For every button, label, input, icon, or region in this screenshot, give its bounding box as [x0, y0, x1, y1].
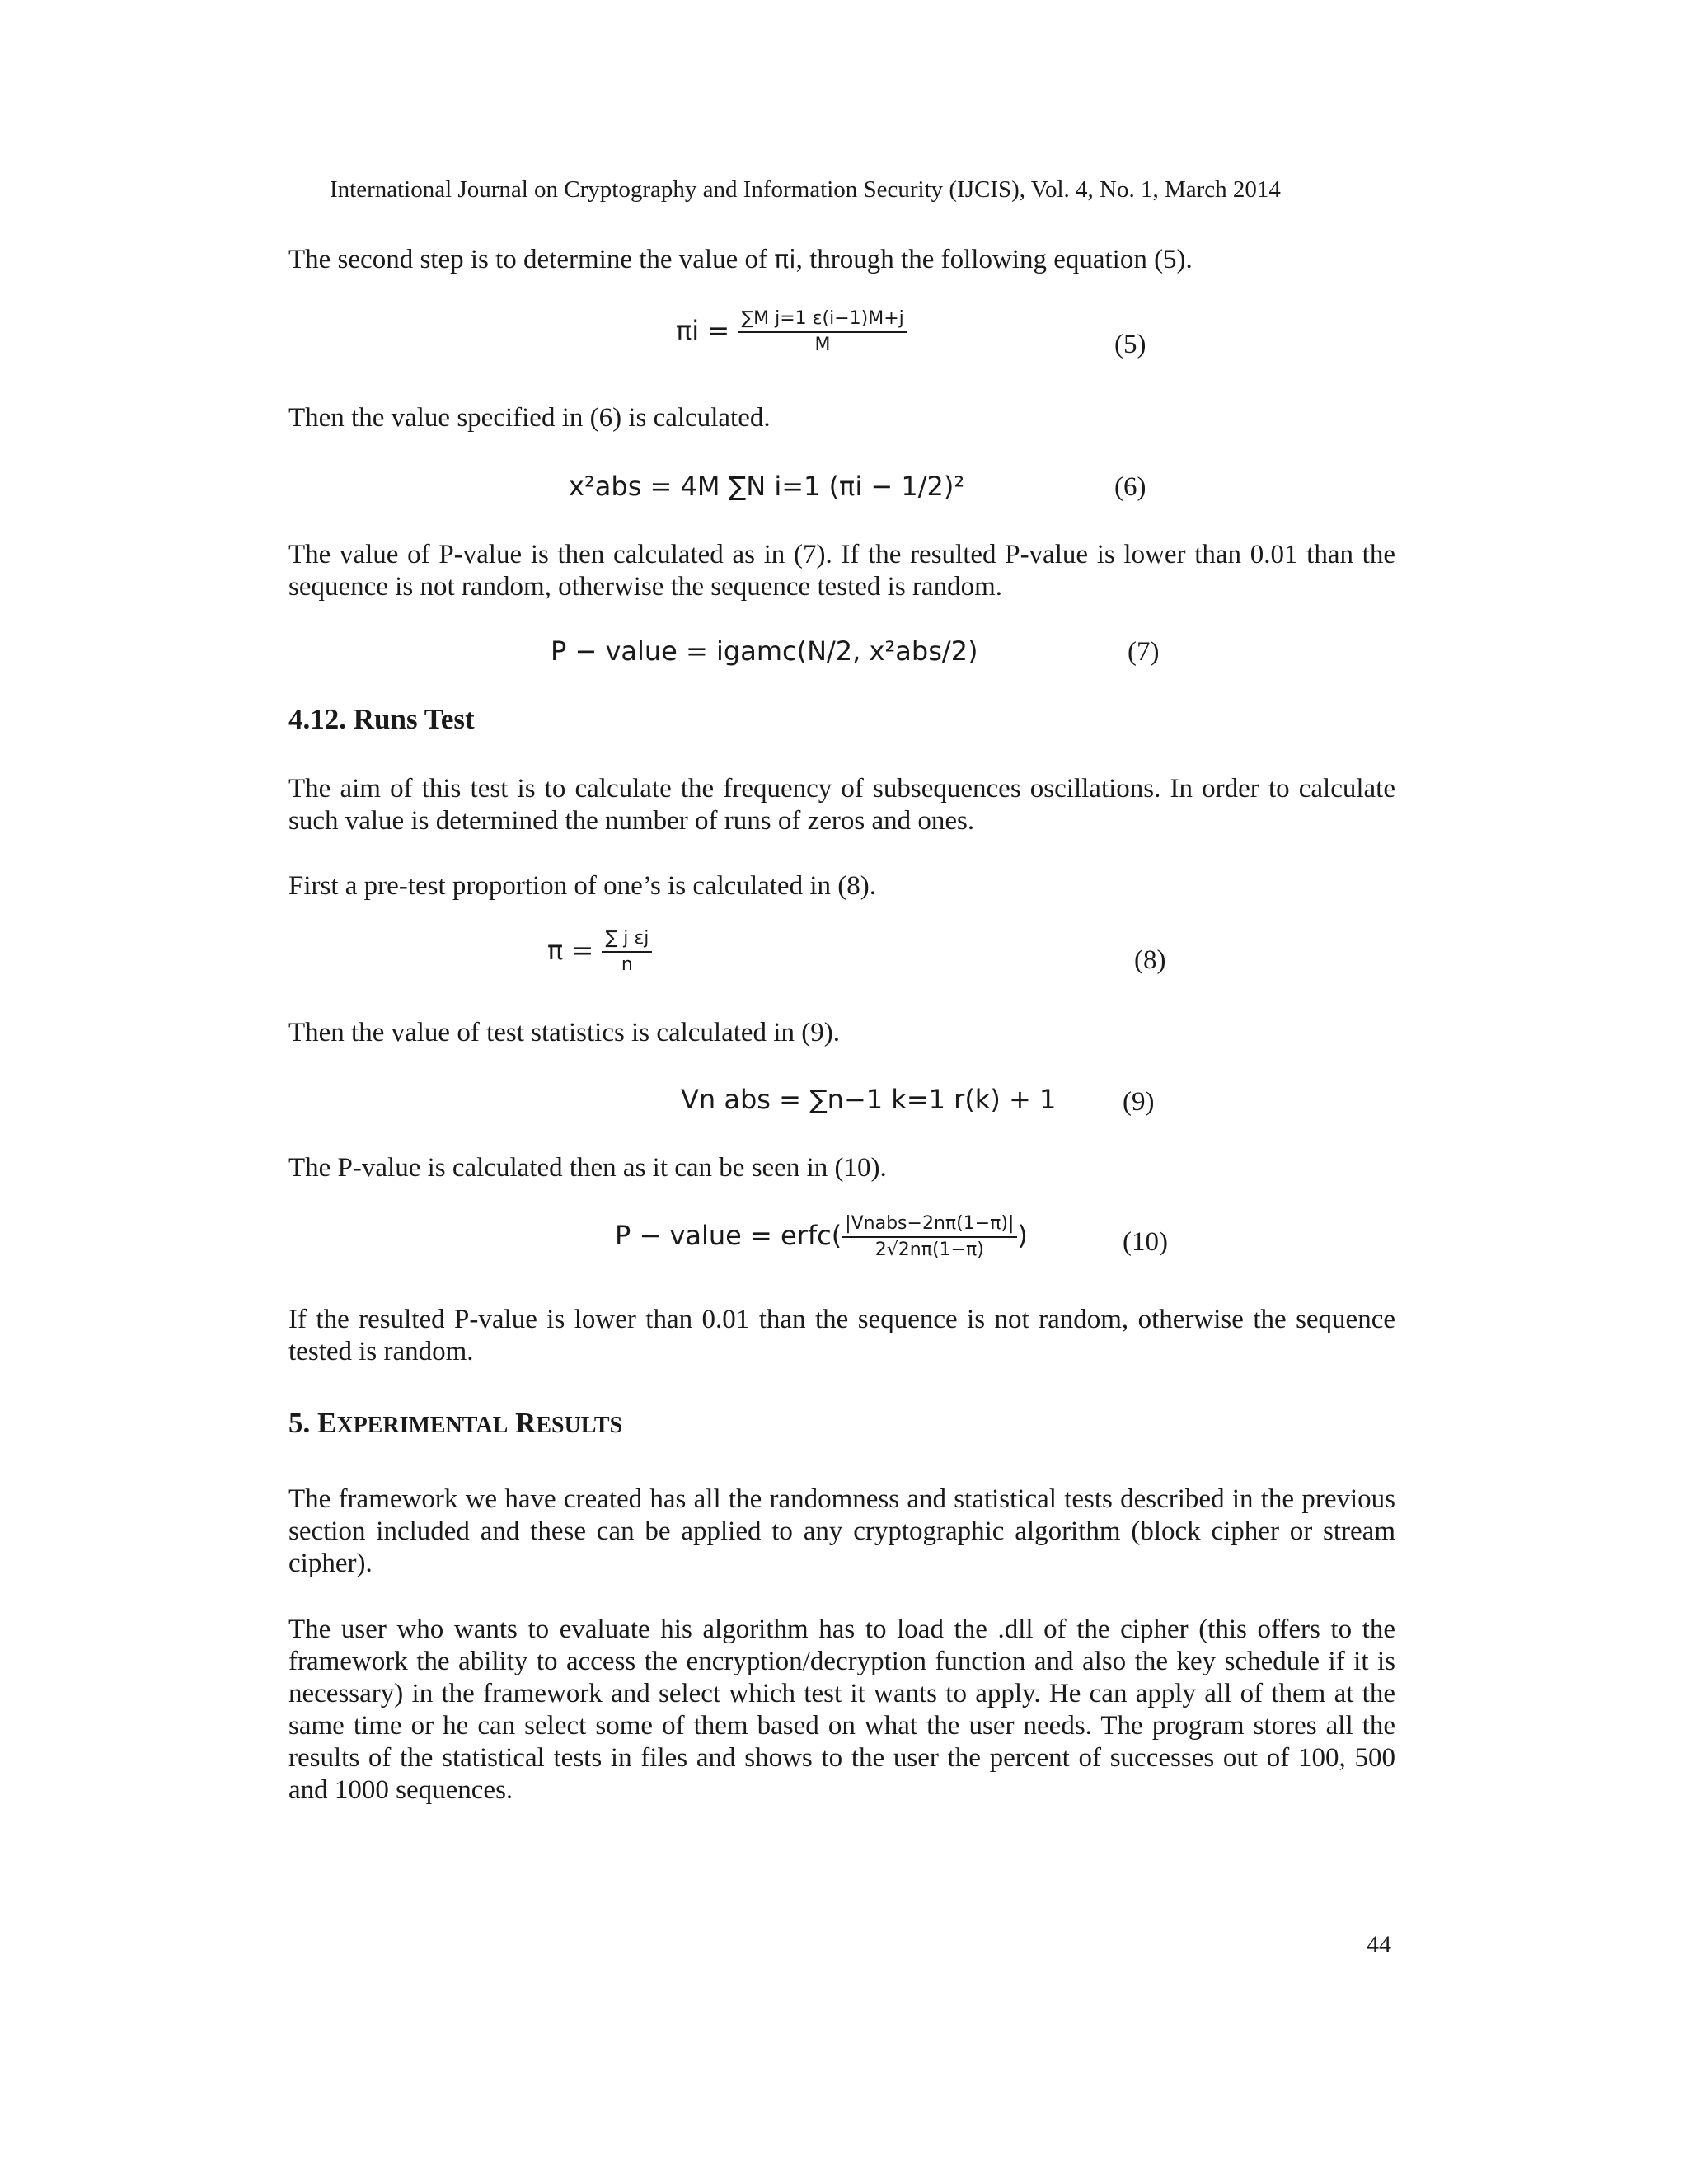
- paragraph-user-workflow: The user who wants to evaluate his algorithm has to load the .dll of the cipher (this offers to the framework the ability to access the encryption/decryption function and also the key schedule if it is necessary) in the framework and select which test it wants to apply. He can apply all of them at the same time or he can select some of them based on what the user needs. The program stores all the results of the statistical tests in files and shows to the user the percent of successes out of 100, 500 and 1000 sequences.: [288, 1615, 1395, 1805]
- equation-6: x²abs = 4M ∑N i=1 (πi − 1/2)²: [569, 471, 965, 502]
- fraction-denominator: n: [621, 954, 633, 975]
- equation-9: Vn abs = ∑n−1 k=1 r(k) + 1: [681, 1084, 1057, 1115]
- heading-number: 5.: [288, 1407, 317, 1439]
- paragraph-pvalue-7: The value of P-value is then calculated as in (7). If the resulted P-value is lower than 0.01 than the sequence is not random, otherwise the sequence tested is random.: [288, 540, 1395, 602]
- equation-lhs: P − value = erfc(: [615, 1220, 842, 1251]
- paragraph-pretest: First a pre-test proportion of one’s is calculated in (8).: [288, 871, 876, 901]
- equation-fraction: [738, 307, 907, 358]
- equation-lhs: π =: [547, 935, 594, 966]
- equation-5-label: (5): [1114, 330, 1146, 359]
- equation-7: P − value = igamc(N/2, x²abs/2): [551, 635, 978, 667]
- paragraph-eq6-intro: Then the value specified in (6) is calculated.: [288, 403, 771, 433]
- fraction-numerator: ∑M j=1 ε(i−1)M+j: [738, 307, 907, 333]
- equation-rhs: ): [1017, 1220, 1028, 1251]
- paragraph-framework: The framework we have created has all the randomness and statistical tests described in the previous section included and these can be applied to any cryptographic algorithm (block cipher or stream cipher).: [288, 1484, 1395, 1578]
- equation-6-label: (6): [1114, 472, 1146, 502]
- equation-9-label: (9): [1123, 1087, 1155, 1117]
- equation-fraction: [602, 926, 652, 977]
- paragraph-pi-intro: [288, 244, 1395, 276]
- heading-cap: R: [515, 1407, 537, 1439]
- equation-7-label: (7): [1128, 637, 1160, 667]
- paragraph-runs-conclusion: If the resulted P-value is lower than 0.01 than the sequence is not random, otherwise the sequence tested is random.: [288, 1305, 1395, 1366]
- equation-fraction: [842, 1212, 1017, 1263]
- heading-smallcaps: ESULTS: [536, 1413, 623, 1438]
- section-heading-experimental-results: [288, 1406, 622, 1443]
- fraction-numerator: ∑ j εj: [602, 926, 652, 953]
- section-heading-runs-test: 4.12. Runs Test: [288, 703, 475, 735]
- fraction-numerator: |Vnabs−2nπ(1−π)|: [842, 1212, 1017, 1238]
- fraction-denominator: M: [814, 335, 831, 355]
- running-header: International Journal on Cryptography and Information Security (IJCIS), Vol. 4, No. 1, March 2014: [330, 176, 1281, 203]
- paragraph-test-stat: Then the value of test statistics is calculated in (9).: [288, 1018, 840, 1047]
- equation-8-label: (8): [1134, 945, 1166, 975]
- heading-smallcaps: XPERIMENTAL: [336, 1413, 509, 1438]
- fraction-denominator: 2√2nπ(1−π): [874, 1240, 984, 1260]
- equation-10-label: (10): [1123, 1227, 1168, 1257]
- pi-i-symbol: πi: [774, 246, 796, 274]
- equation-10: [615, 1212, 1028, 1263]
- equation-8: [547, 926, 652, 977]
- equation-5: [676, 307, 907, 358]
- paragraph-pvalue-10-intro: The P-value is calculated then as it can be seen in (10).: [288, 1153, 887, 1183]
- heading-cap: E: [317, 1407, 337, 1439]
- equation-lhs: πi =: [676, 315, 730, 346]
- paragraph-runs-aim: The aim of this test is to calculate the frequency of subsequences oscillations. In order to calculate such value is determined the number of runs of zeros and ones.: [288, 774, 1395, 836]
- paragraph-text: , through the following equation (5).: [795, 245, 1193, 274]
- page-number: 44: [1367, 1931, 1391, 1958]
- paragraph-text: The second step is to determine the value of: [288, 245, 775, 274]
